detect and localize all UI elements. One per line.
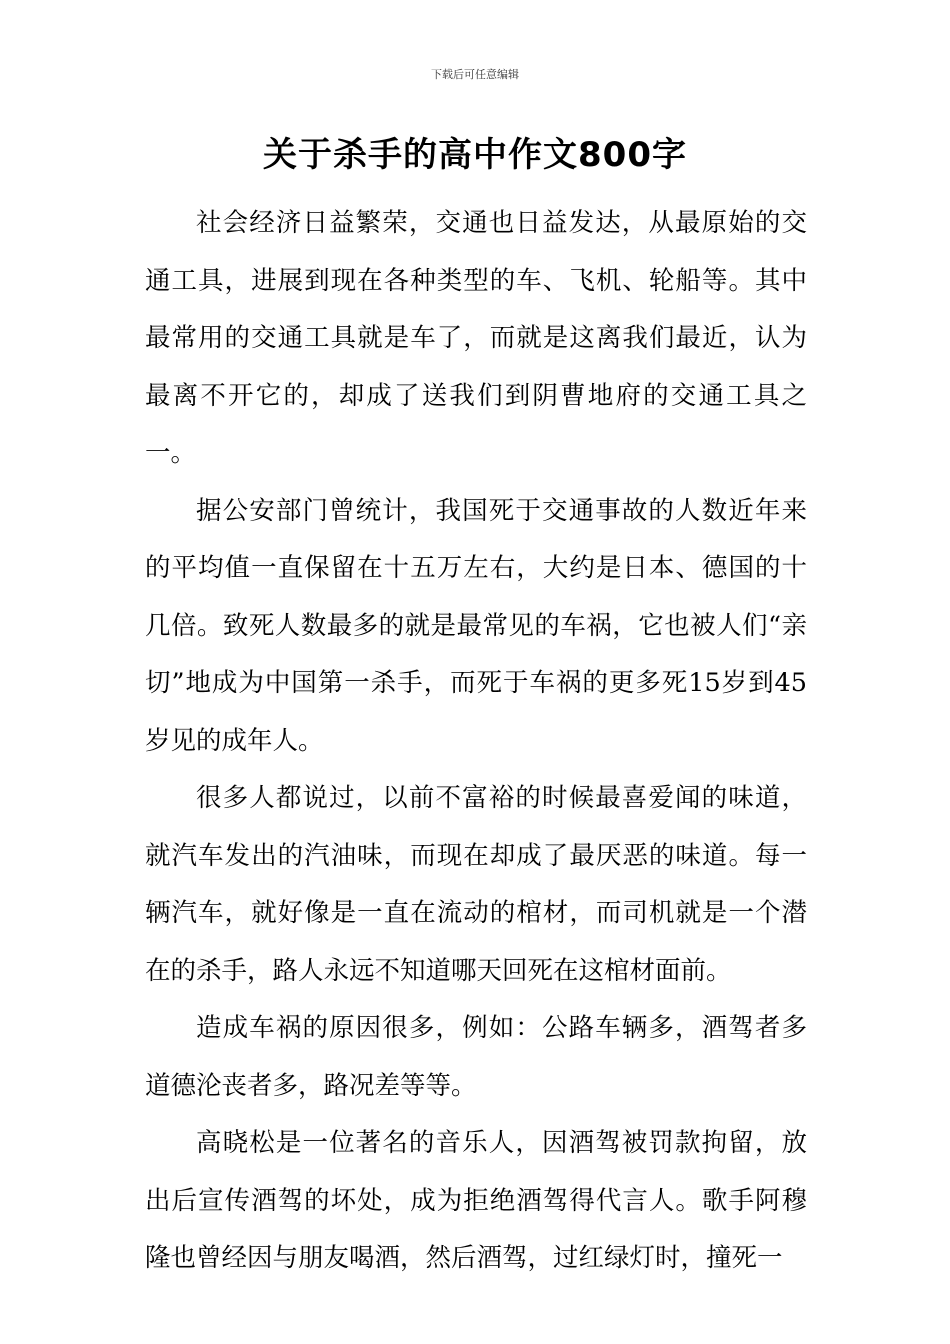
paragraph-4: 造成车祸的原因很多，例如：公路车辆多，酒驾者多道德沦丧者多，路况差等等。 [145, 1013, 807, 1101]
paragraph-1: 社会经济日益繁荣，交通也日益发达，从最原始的交通工具，进展到现在各种类型的车、飞机、轮船等。其中最常用的交通工具就是车了，而就是这离我们最近，认为最离不开它的，却成了送我们到阴曹地府的交通工具之一。 [145, 208, 807, 468]
header-note: 下载后可任意编辑 [431, 68, 519, 81]
document-body [145, 195, 807, 1288]
document-title: 关于杀手的高中作文800字 [263, 135, 687, 175]
paragraph-3: 很多人都说过，以前不富裕的时候最喜爱闻的味道，就汽车发出的汽油味，而现在却成了最厌恶的味道。每一辆汽车，就好像是一直在流动的棺材，而司机就是一个潜在的杀手，路人永远不知道哪天回死在这棺材面前。 [145, 783, 807, 986]
paragraph-5: 高晓松是一位著名的音乐人，因酒驾被罚款拘留，放出后宣传酒驾的坏处，成为拒绝酒驾得代言人。歌手阿穆隆也曾经因与朋友喝酒，然后酒驾，过红绿灯时，撞死一 [145, 1128, 807, 1273]
paragraph-2: 据公安部门曾统计，我国死于交通事故的人数近年来的平均值一直保留在十五万左右，大约是日本、德国的十几倍。致死人数最多的就是最常见的车祸，它也被人们“亲切”地成为中国第一杀手，而死于车祸的更多死15岁到45岁见的成年人。 [145, 495, 807, 756]
